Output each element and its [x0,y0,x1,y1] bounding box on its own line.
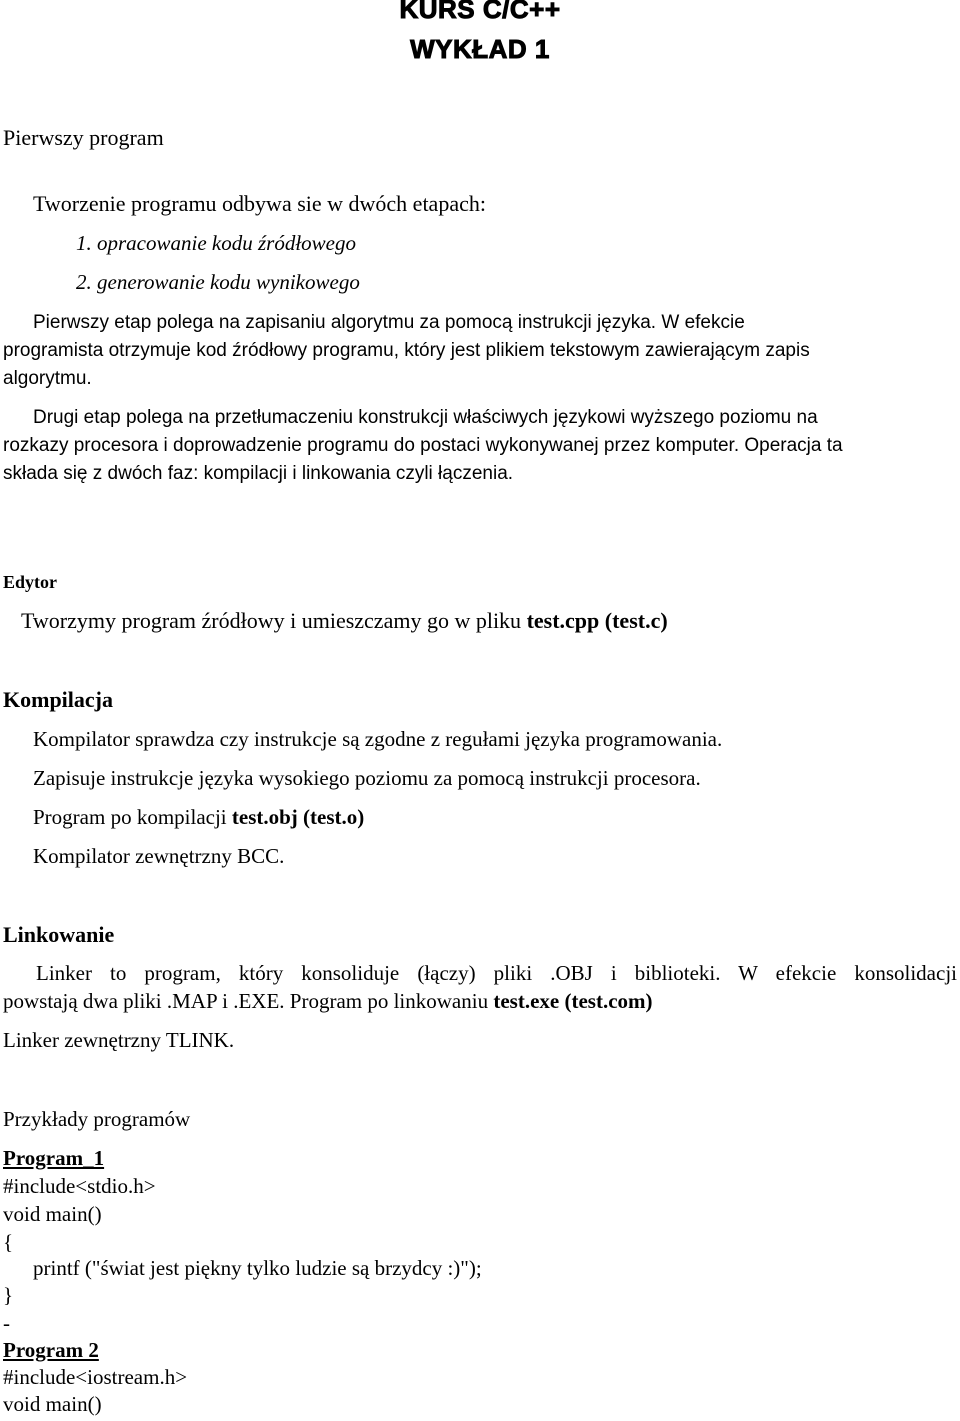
code-line: void main() [3,1392,102,1416]
section-heading-compilation: Kompilacja [3,687,113,712]
editor-description: Tworzymy program źródłowy i umieszczamy go w pliku [21,608,527,633]
linking-line: Linker zewnętrzny TLINK. [3,1028,235,1052]
linking-line [3,989,653,1014]
list-item: 2. generowanie kodu wynikowego [76,270,360,294]
intro-text: Tworzenie programu odbywa sie w dwóch etapach: [33,191,486,216]
compilation-line: Kompilator zewnętrzny BCC. [33,844,285,868]
compilation-filename: test.obj (test.o) [231,805,365,829]
document-title-line1: KURS C/C++ [399,0,561,24]
program-2-title: Program 2 [3,1338,99,1362]
editor-filename: test.cpp (test.c) [526,608,668,633]
list-item: 1. opracowanie kodu źródłowego [76,231,356,255]
code-line: } [3,1283,14,1307]
code-line: void main() [3,1202,102,1226]
linking-text: powstają dwa pliki .MAP i .EXE. Program po linkowaniu [3,989,494,1013]
paragraph-1-line: Pierwszy etap polega na zapisaniu algorytmu za pomocą instrukcji języka. W efekcie [33,312,745,333]
linking-line: Linker to program, który konsoliduje (łączy) pliki .OBJ i biblioteki. W efekcie konsolidacji [36,961,957,985]
code-line: { [3,1230,14,1254]
compilation-line: Kompilator sprawdza czy instrukcje są zgodne z regułami języka programowania. [33,727,723,751]
compilation-line: Zapisuje instrukcje języka wysokiego poziomu za pomocą instrukcji procesora. [33,766,701,790]
paragraph-1-line: programista otrzymuje kod źródłowy programu, który jest plikiem tekstowym zawierającym zapis [3,340,810,361]
section-heading-editor: Edytor [3,572,57,592]
paragraph-2-line: Drugi etap polega na przetłumaczeniu konstrukcji właściwych językowi wyższego poziomu na [33,407,818,428]
document-title-line2: WYKŁAD 1 [410,34,550,64]
linking-filename: test.exe (test.com) [493,989,653,1013]
code-line: #include<iostream.h> [3,1365,188,1389]
paragraph-2-line: składa się z dwóch faz: kompilacji i linkowania czyli łączenia. [3,463,514,484]
paragraph-1-line: algorytmu. [3,368,92,389]
compilation-text: Program po kompilacji [33,805,232,829]
paragraph-2-line: rozkazy procesora i doprowadzenie programu do postaci wykonywanej przez komputer. Operacja ta [3,435,843,456]
separator-mark: - [3,1311,10,1335]
section-heading-examples: Przykłady programów [3,1107,191,1131]
code-line: #include<stdio.h> [3,1174,156,1198]
section-heading-linking: Linkowanie [3,922,115,947]
code-line: printf ("świat jest piękny tylko ludzie są brzydcy :)"); [33,1256,482,1280]
section-heading-first-program: Pierwszy program [3,125,164,150]
program-1-title: Program_1 [3,1146,105,1170]
compilation-line [33,805,364,830]
editor-text [21,608,668,634]
